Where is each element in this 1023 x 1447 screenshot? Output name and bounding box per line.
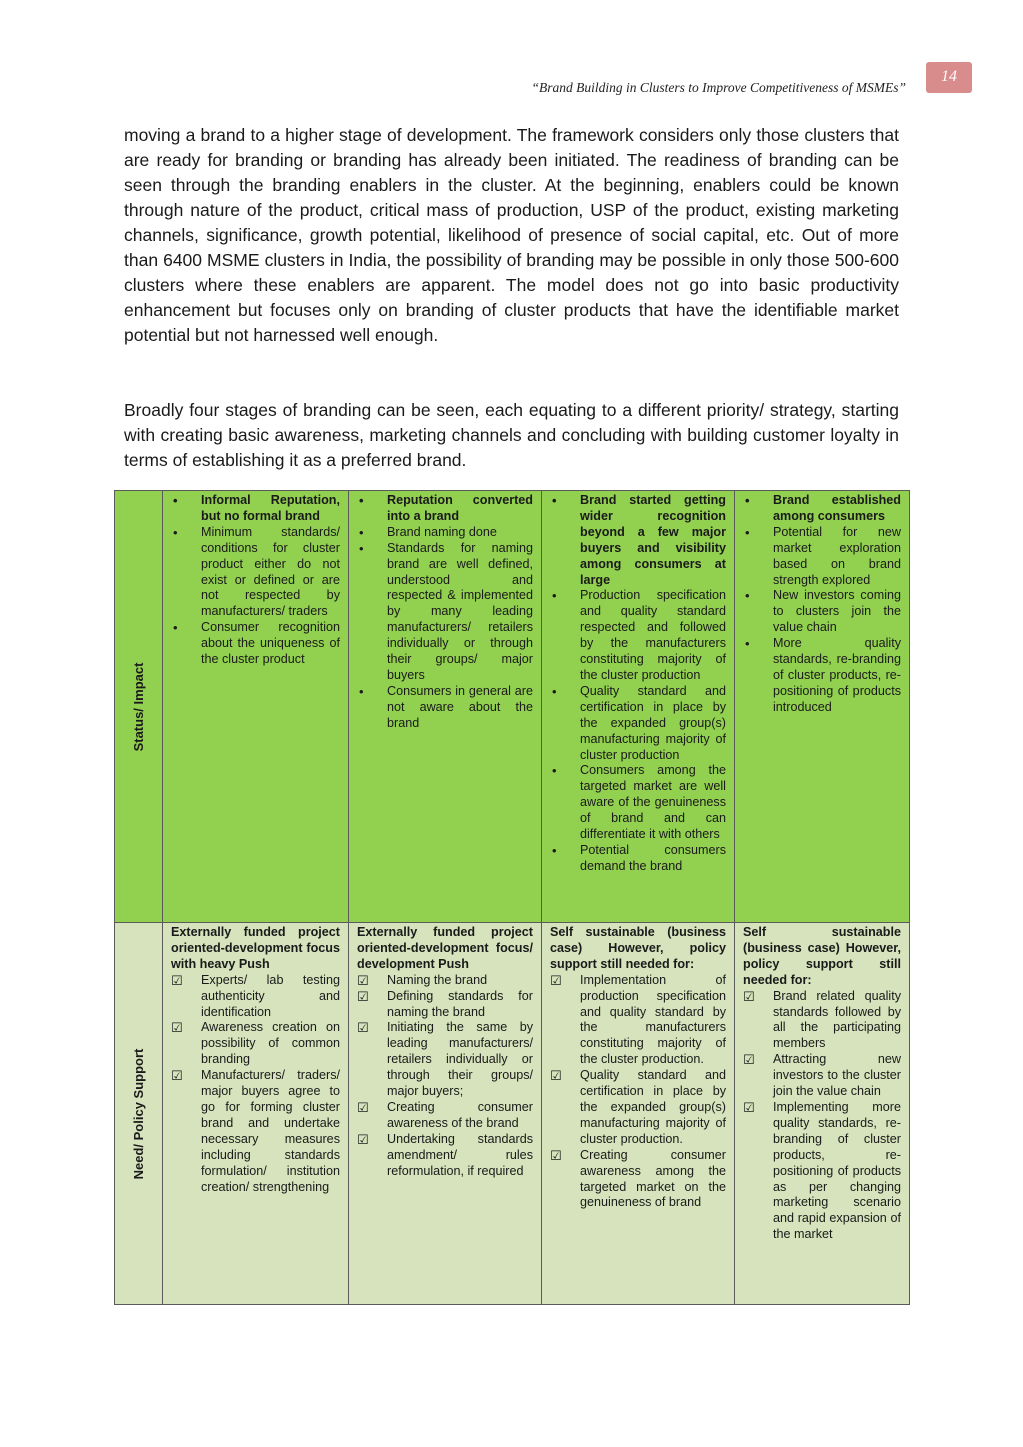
need-list-item: ☑ Naming the brand — [357, 973, 533, 989]
status-list-item: • Brand started getting wider recognition beyond a few major buyers and visibility among consumers at large — [550, 493, 726, 588]
need-list-item: ☑ Brand related quality standards followed by all the participating members — [743, 989, 901, 1053]
status-cell-stage-3 — [542, 491, 735, 923]
status-list — [357, 493, 533, 732]
status-list-item: • Consumer recognition about the uniqueness of the cluster product — [171, 620, 340, 668]
row-label-status-impact: Status/ Impact — [130, 662, 146, 751]
status-list — [743, 493, 901, 716]
status-list-item: • Potential for new market exploration based on brand strength explored — [743, 525, 901, 589]
status-cell-stage-2 — [349, 491, 542, 923]
status-list-item: • Informal Reputation, but no formal brand — [171, 493, 340, 525]
status-list-item: • Reputation converted into a brand — [357, 493, 533, 525]
need-cell-title: Self sustainable (business case) However, policy support still needed for: — [550, 925, 726, 971]
need-list-item: ☑ Manufacturers/ traders/ major buyers agree to go for forming cluster brand and undertake necessary measures including standards formulation/ institution creation/ strengthening — [171, 1068, 340, 1195]
page-number-badge: 14 — [926, 62, 972, 93]
need-list-item: ☑ Implementing more quality standards, re-branding of cluster products, re-positioning of products as per changing marketing scenario and rapid expansion of the market — [743, 1100, 901, 1243]
running-header: “Brand Building in Clusters to Improve Competitiveness of MSMEs” — [531, 80, 906, 95]
need-cell-title: Externally funded project oriented-development focus with heavy Push — [171, 925, 340, 971]
need-list-item: ☑ Quality standard and certification in place by the expanded group(s) manufacturing majority of cluster production. — [550, 1068, 726, 1148]
need-list — [171, 973, 340, 1196]
status-list-item: • Brand naming done — [357, 525, 533, 541]
need-list — [743, 989, 901, 1244]
need-list-item: ☑ Initiating the same by leading manufacturers/ retailers individually or through their groups/ major buyers; — [357, 1020, 533, 1100]
status-cell-stage-4 — [735, 491, 910, 923]
need-list-item: ☑ Defining standards for naming the brand — [357, 989, 533, 1021]
row-label-cell — [115, 923, 163, 1305]
status-list — [171, 493, 340, 668]
need-list-item: ☑ Undertaking standards amendment/ rules reformulation, if required — [357, 1132, 533, 1180]
status-impact-row — [115, 491, 910, 923]
status-list-item: • Minimum standards/ conditions for cluster product either do not exist or defined or are not respected by manufacturers/ traders — [171, 525, 340, 620]
need-cell-stage-4 — [735, 923, 910, 1305]
body-paragraph-2: Broadly four stages of branding can be seen, each equating to a different priority/ strategy, starting with creating basic awareness, marketing channels and concluding with building customer loyalty in terms of establishing it as a preferred brand. — [124, 400, 899, 470]
status-list-item: • Consumers in general are not aware about the brand — [357, 684, 533, 732]
status-list-item: • Quality standard and certification in place by the expanded group(s) manufacturing majority of cluster production — [550, 684, 726, 764]
body-paragraph-1: moving a brand to a higher stage of development. The framework considers only those clusters that are ready for branding or branding has already been initiated. The readiness of branding can be seen through the branding enablers in the cluster. At the beginning, enablers could be known through nature of the product, critical mass of production, USP of the product, existing marketing channels, significance, growth potential, likelihood of presence of social capital, etc. Out of more than 6400 MSME clusters in India, the possibility of branding may be possible in only those 500-600 clusters where these enablers are apparent. The model does not go into basic productivity enhancement but focuses only on branding of cluster products that have the identifiable market potential but not harnessed well enough. — [124, 125, 899, 345]
status-list-item: • Production specification and quality standard respected and followed by the manufacturers constituting majority of the cluster production — [550, 588, 726, 683]
status-list-item: • Standards for naming brand are well defined, understood and respected & implemented by many leading manufacturers/ retailers individually or through their groups/ major buyers — [357, 541, 533, 684]
status-cell-stage-1 — [163, 491, 349, 923]
row-label-cell — [115, 491, 163, 923]
need-cell-stage-3 — [542, 923, 735, 1305]
status-list — [550, 493, 726, 875]
row-label-need-policy: Need/ Policy Support — [130, 1048, 146, 1179]
need-list-item: ☑ Awareness creation on possibility of common branding — [171, 1020, 340, 1068]
need-list-item: ☑ Attracting new investors to the cluster join the value chain — [743, 1052, 901, 1100]
status-list-item: • New investors coming to clusters join the value chain — [743, 588, 901, 636]
branding-stages-table — [114, 490, 910, 1305]
need-list-item: ☑ Experts/ lab testing authenticity and identification — [171, 973, 340, 1021]
need-cell-stage-1 — [163, 923, 349, 1305]
need-cell-title: Externally funded project oriented-development focus/ development Push — [357, 925, 533, 971]
status-list-item: • Consumers among the targeted market are well aware of the genuineness of brand and can differentiate it with others — [550, 763, 726, 843]
need-list-item: ☑ Creating consumer awareness among the targeted market on the genuineness of brand — [550, 1148, 726, 1212]
need-cell-stage-2 — [349, 923, 542, 1305]
need-policy-row — [115, 923, 910, 1305]
need-cell-title: Self sustainable (business case) However, policy support still needed for: — [743, 925, 901, 987]
status-list-item: • More quality standards, re-branding of cluster products, re-positioning of products introduced — [743, 636, 901, 716]
status-list-item: • Brand established among consumers — [743, 493, 901, 525]
need-list-item: ☑ Creating consumer awareness of the brand — [357, 1100, 533, 1132]
need-list — [550, 973, 726, 1212]
status-list-item: • Potential consumers demand the brand — [550, 843, 726, 875]
need-list — [357, 973, 533, 1180]
need-list-item: ☑ Implementation of production specification and quality standard by the manufacturers constituting majority of the cluster production. — [550, 973, 726, 1068]
